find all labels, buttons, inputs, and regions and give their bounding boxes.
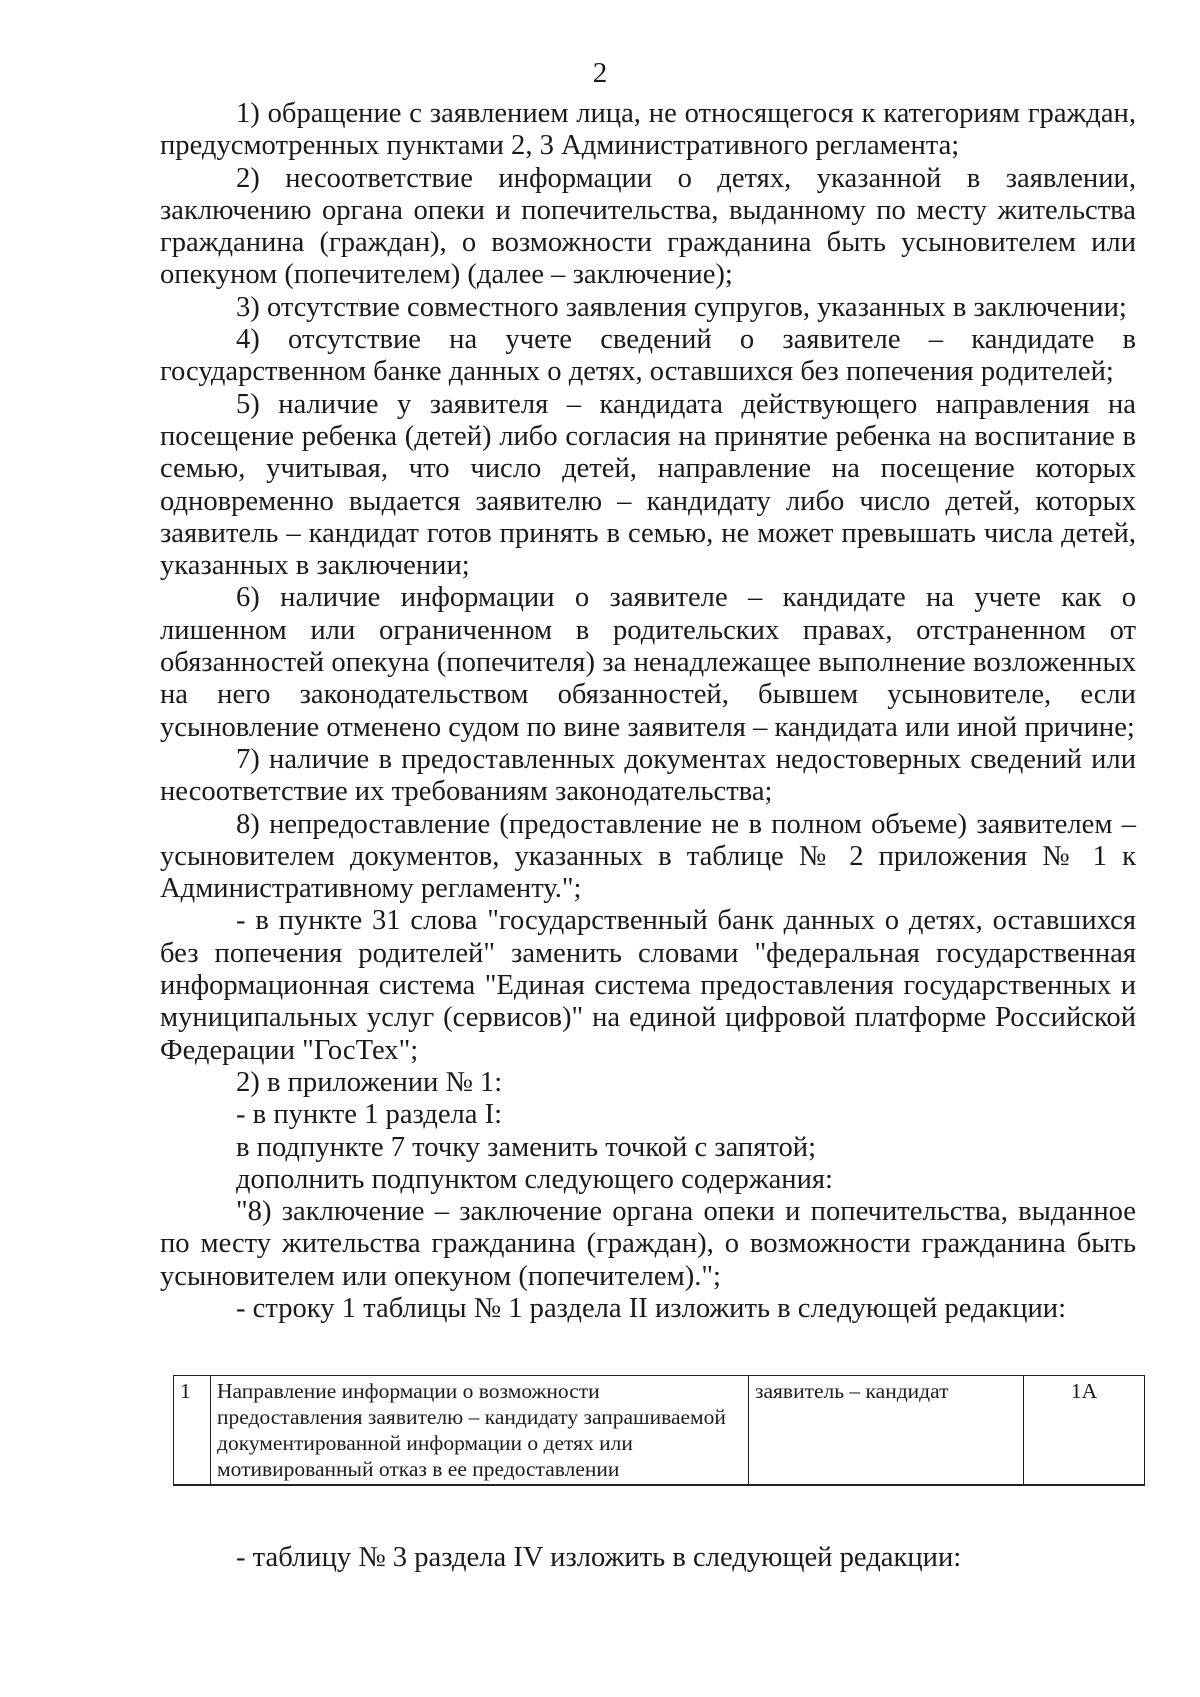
paragraph-add-subpoint: дополнить подпунктом следующего содержания: — [236, 1163, 833, 1195]
paragraph-item-6: 6) наличие информации о заявителе – кандидате на учете как о лишенном или ограниченном в родительских правах, отстраненном от обязанностей опекуна (попечителя) за ненадлежащее выполнение возложенных на него законодательством обязанностей, бывшем усыновителе, если усыновление отменено судом по вине заявителя – кандидата или иной причине; — [160, 582, 1136, 743]
closing-paragraph: - таблицу № 3 раздела IV изложить в следующей редакции: — [236, 1542, 962, 1573]
table-cell-recipient: заявитель – кандидат — [749, 1376, 1024, 1486]
table-cell-code: 1А — [1024, 1376, 1145, 1486]
table-cell-description: Направление информации о возможности предоставления заявителю – кандидату запрашиваемой документированной информации о детях или мотивированный отказ в ее предоставлении — [211, 1376, 749, 1486]
paragraph-subpoint-8: "8) заключение – заключение органа опеки и попечительства, выданное по месту жительства гражданина (граждан), о возможности гражданина быть усыновителем или опекуном (попечителем)."; — [160, 1196, 1136, 1292]
paragraph-item-1: 1) обращение с заявлением лица, не относящегося к категориям граждан, предусмотренных пунктами 2, 3 Административного регламента; — [160, 98, 1136, 162]
page-number: 2 — [592, 57, 608, 89]
amendment-table — [173, 1375, 1145, 1486]
table-cell-number: 1 — [174, 1376, 211, 1486]
paragraph-subpoint-7: в подпункте 7 точку заменить точкой с запятой; — [236, 1131, 817, 1163]
paragraph-item-8: 8) непредоставление (предоставление не в полном объеме) заявителем – усыновителем документов, указанных в таблице № 2 приложения № 1 к Административному регламенту."; — [160, 808, 1136, 905]
paragraph-appendix-1: 2) в приложении № 1: — [236, 1066, 503, 1098]
paragraph-item-4: 4) отсутствие на учете сведений о заявителе – кандидате в государственном банке данных о детях, оставшихся без попечения родителей; — [160, 324, 1136, 388]
paragraph-item-2: 2) несоответствие информации о детях, указанной в заявлении, заключению органа опеки и попечительства, выданному по месту жительства гражданина (граждан), о возможности гражданина быть усыновителем или опекуном (попечителем) (далее – заключение); — [160, 162, 1136, 291]
paragraph-item-7: 7) наличие в предоставленных документах недостоверных сведений или несоответствие их требованиям законодательства; — [160, 743, 1136, 808]
table-row — [174, 1376, 1145, 1486]
paragraph-section-1-point-1: - в пункте 1 раздела I: — [236, 1099, 503, 1131]
paragraph-point-31: - в пункте 31 слова "государственный банк данных о детях, оставшихся без попечения родителей" заменить словами "федеральная государственная информационная система "Единая система предоставления государственных и муниципальных услуг (сервисов)" на единой цифровой платформе Российской Федерации "ГосТех"; — [160, 905, 1136, 1066]
document-body — [160, 98, 1136, 1325]
paragraph-item-5: 5) наличие у заявителя – кандидата действующего направления на посещение ребенка (детей) либо согласия на принятие ребенка на воспитание в семью, учитывая, что число детей, направление на посещение которых одновременно выдается заявителю – кандидату либо число детей, которых заявитель – кандидат готов принять в семью, не может превышать числа детей, указанных в заключении; — [160, 388, 1136, 582]
paragraph-table-1-row: - строку 1 таблицы № 1 раздела II изложить в следующей редакции: — [236, 1292, 1067, 1324]
paragraph-item-3: 3) отсутствие совместного заявления супругов, указанных в заключении; — [236, 291, 1127, 323]
